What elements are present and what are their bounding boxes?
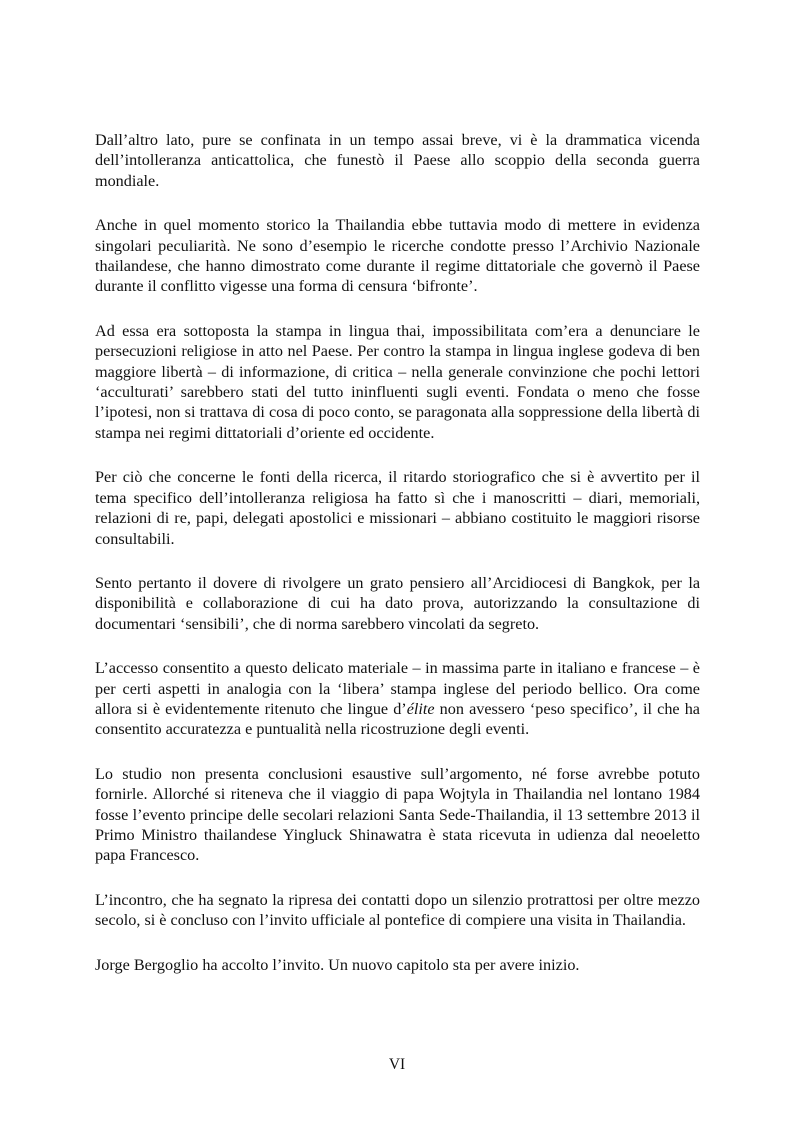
page-number: VI	[388, 1056, 406, 1073]
paragraph-press: Ad essa era sottoposta la stampa in lingua thai, impossibilitata com’era a denunciare le persecuzioni religiose in atto nel Paese. Per contro la stampa in lingua inglese godeva di ben maggiore libertà – di informazione, di critica – nella generale convinzione che pochi lettori ‘acculturati’ sarebbero stati del tutto ininfluenti sugli eventi. Fondata o meno che fosse l’ipotesi, non si trattava di cosa di poco conto, se paragonata alla soppressione della libertà di stampa nei regimi dittatoriali d’oriente ed occidente.	[95, 321, 700, 442]
paragraph-intolerance: Dall’altro lato, pure se confinata in un tempo assai breve, vi è la drammatica vicenda dell’intolleranza anticattolica, che funestò il Paese allo scoppio della seconda guerra mondiale.	[95, 131, 700, 190]
paragraph-censorship: Anche in quel momento storico la Thailandia ebbe tuttavia modo di mettere in evidenza singolari peculiarità. Ne sono d’esempio le ricerche condotte presso l’Archivio Nazionale thailandese, che hanno dimostrato come durante il regime dittatoriale che governò il Paese durante il conflitto vigesse una forma di censura ‘bifronte’.	[95, 216, 700, 296]
paragraph-conclusions: Lo studio non presenta conclusioni esaustive sull’argomento, né forse avrebbe potuto fornirle. Allorché si riteneva che il viaggio di papa Wojtyla in Thailandia nel lontano 1984 fosse l’evento principe delle secolari relazioni Santa Sede-Thailandia, il 13 settembre 2013 il Primo Ministro thailandese Yingluck Shinawatra è stata ricevuta in udienza dal neoeletto papa Francesco.	[95, 764, 700, 865]
paragraph-new-chapter: Jorge Bergoglio ha accolto l’invito. Un nuovo capitolo sta per avere inizio.	[95, 955, 580, 974]
paragraph-thanks: Sento pertanto il dovere di rivolgere un grato pensiero all’Arcidiocesi di Bangkok, per la disponibilità e collaborazione di cui ha dato prova, autorizzando la consultazione di documentari ‘sensibili’, che di norma sarebbero vincolati da segreto.	[95, 573, 700, 633]
paragraph-meeting: L’incontro, che ha segnato la ripresa dei contatti dopo un silenzio protrattosi per oltre mezzo secolo, si è concluso con l’invito ufficiale al pontefice di compiere una visita in Thailandia.	[95, 890, 700, 930]
page-body	[95, 130, 700, 999]
paragraph-sources: Per ciò che concerne le fonti della ricerca, il ritardo storiografico che si è avvertito per il tema specifico dell’intolleranza religiosa ha fatto sì che i manoscritti – diari, memoriali, relazioni di re, papi, delegati apostolici e missionari – abbiano costituito le maggiori risorse consultabili.	[95, 468, 700, 548]
paragraph-access: L’accesso consentito a questo delicato materiale – in massima parte in italiano e francese – è per certi aspetti in analogia con la ‘libera’ stampa inglese del periodo bellico. Ora come allora si è evidentemente ritenuto che lingue d’élite non avessero ‘peso specifico’, il che ha consentito accuratezza e puntualità nella ricostruzione degli eventi.	[95, 659, 700, 739]
